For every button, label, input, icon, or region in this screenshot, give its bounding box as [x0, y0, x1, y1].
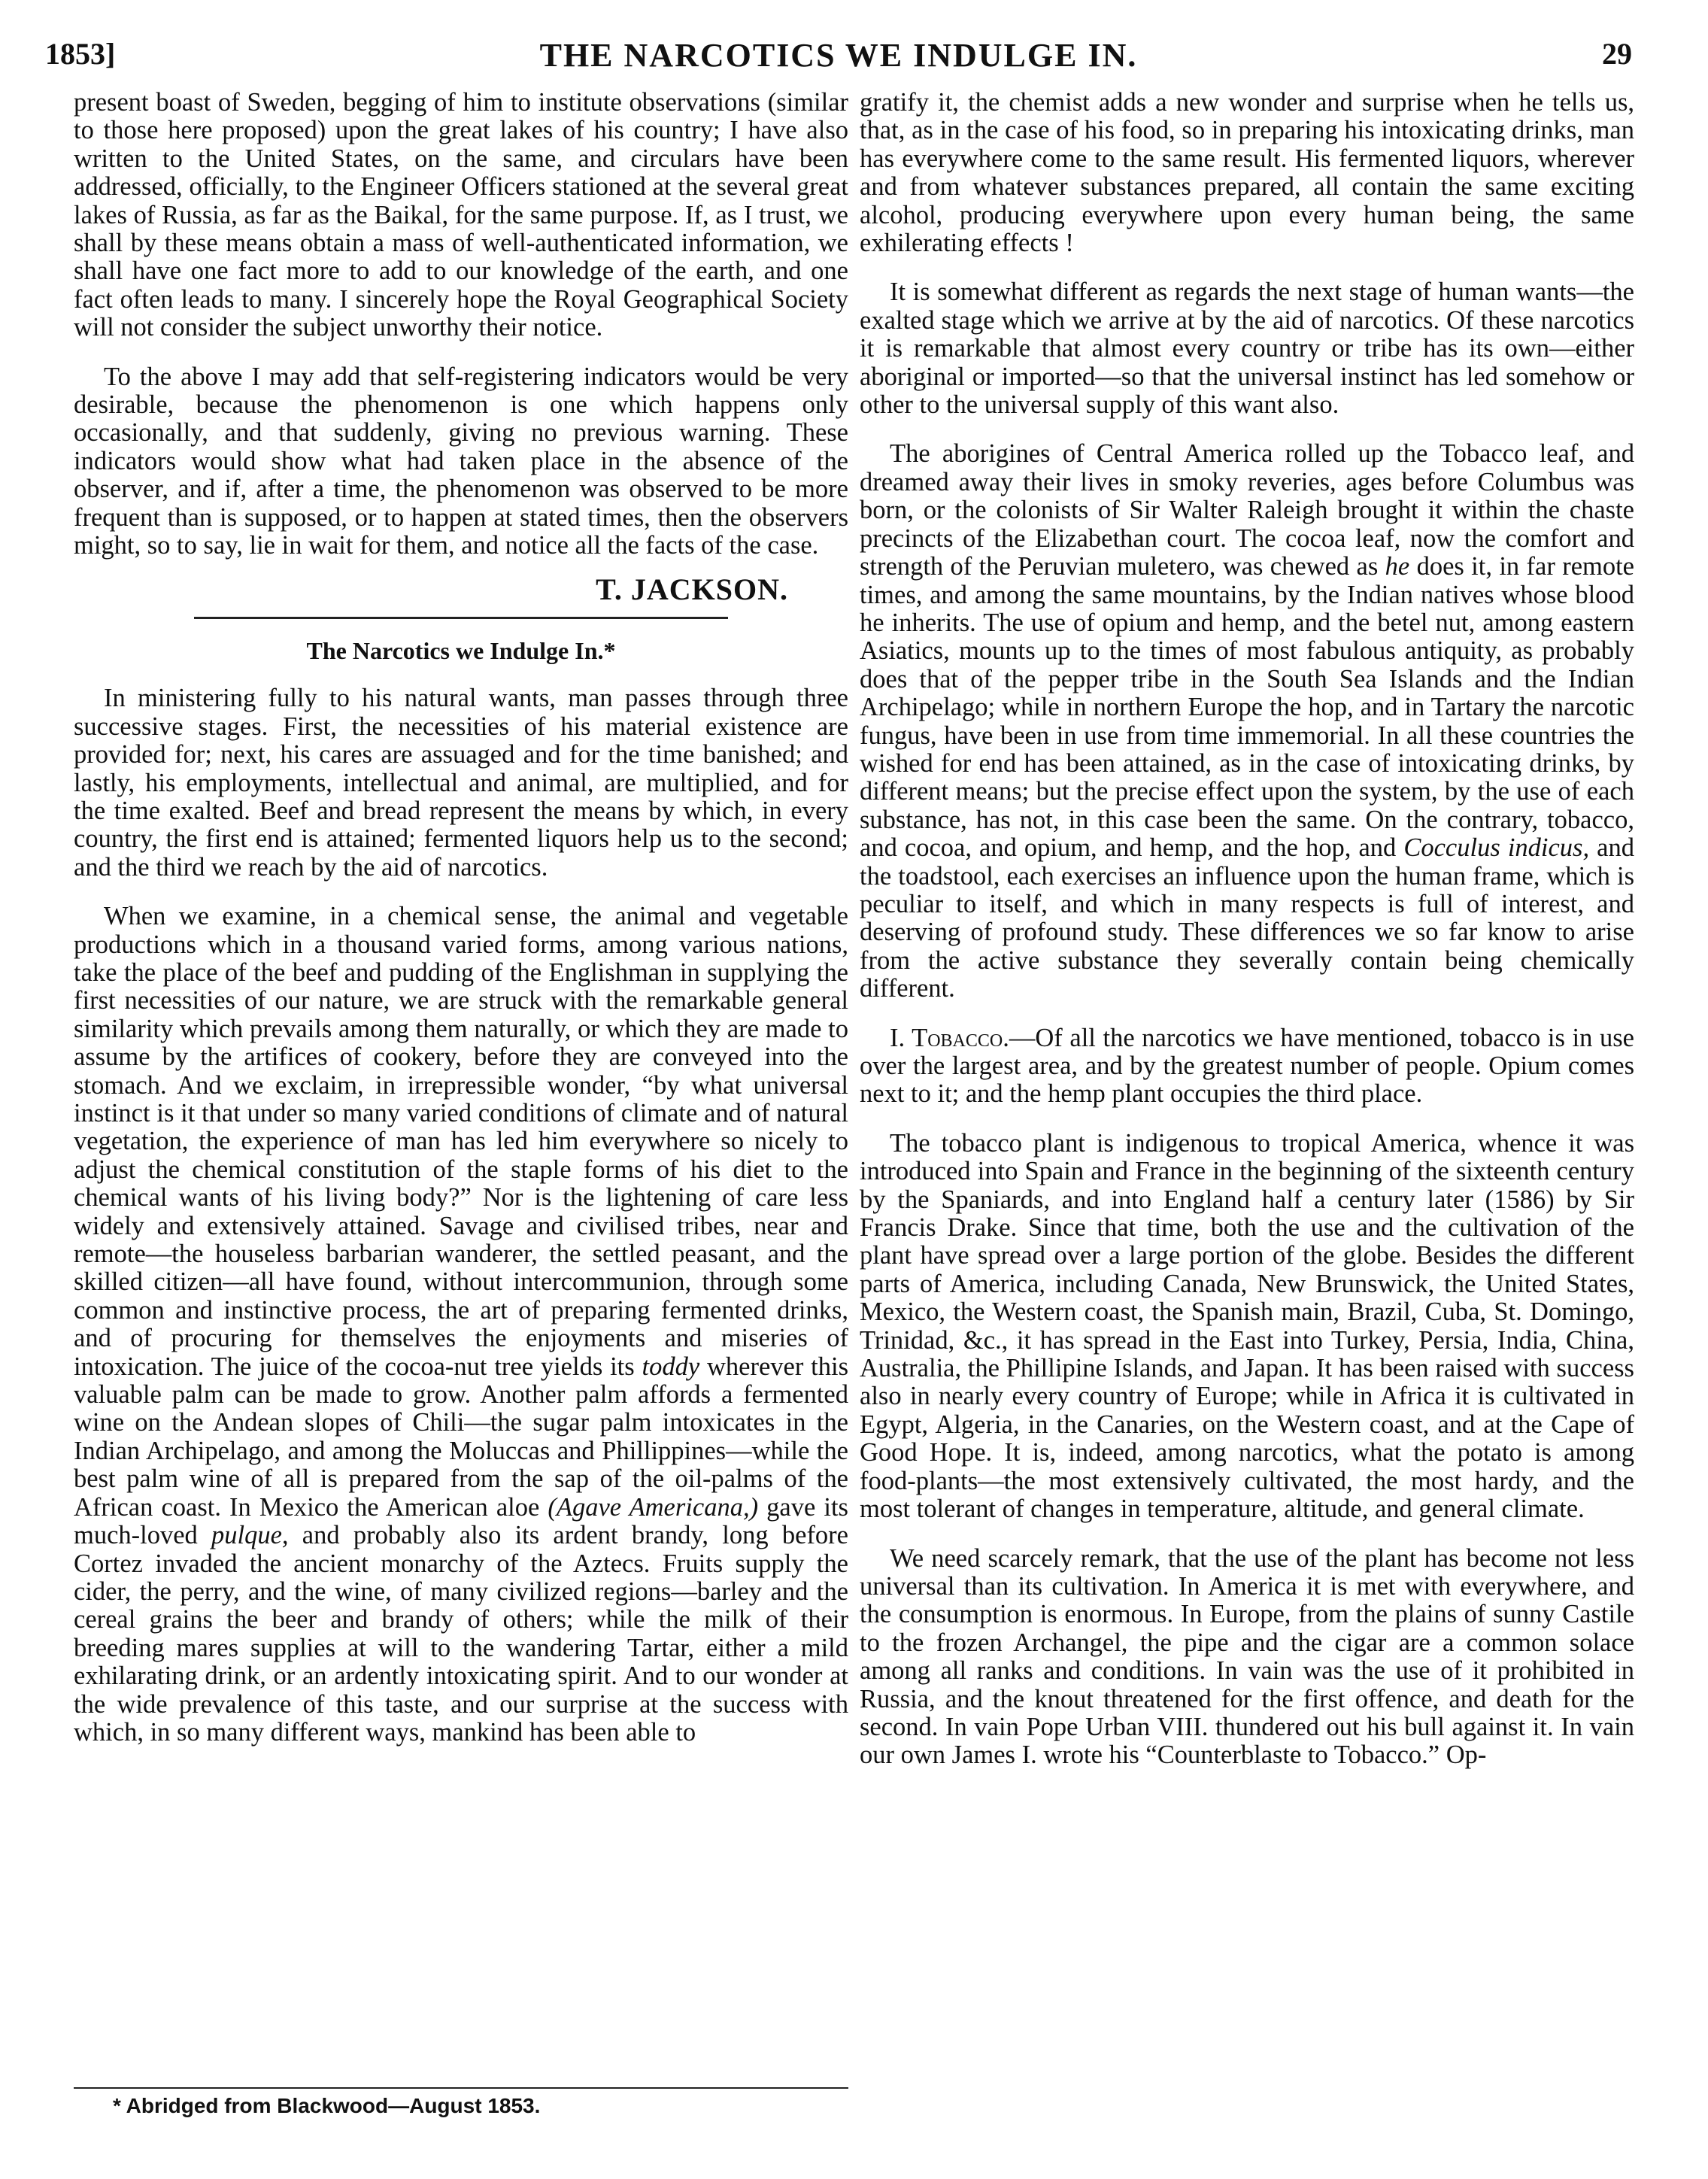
paragraph: gratify it, the chemist adds a new wonder and surprise when he tells us, that, as in the case of his food, so in preparing his intoxicating drinks, man has everywhere come to the same result. His fermented liquors, wherever and from whatever substances prepared, all contain the same exciting alcohol, producing everywhere upon every human being, the same exhilerating effects !	[860, 88, 1634, 258]
paragraph: present boast of Sweden, begging of him to institute observations (similar to those here proposed) upon the great lakes of his country; I have also written to the United States, on the same, and circulars have been addressed, officially, to the Engineer Officers stationed at the several great lakes of Russia, as far as the Baikal, for the same purpose. If, as I trust, we shall by these means obtain a mass of well-authenticated information, we shall have one fact more to add to our knowledge of the earth, and one fact often leads to many. I sincerely hope the Royal Geographical Society will not consider the subject unworthy their notice.	[74, 88, 848, 342]
paragraph	[860, 440, 1634, 1003]
text-run: and the toadstool, each exercises an influence upon the human frame, which is peculiar to itself, and which in many respects is full of interest, and deserving of profound study. These differences we so far know to arise from the active substance they severally contain being chemically different.	[860, 833, 1634, 1003]
section-label: I. Tobacco.	[890, 1023, 1009, 1052]
footnote-rule	[74, 2087, 848, 2089]
paragraph: To the above I may add that self-registering indicators would be very desirable, because the phenomenon is one which happens only occasionally, and that suddenly, giving no previous warning. These indicators would show what had taken place in the absence of the observer, and if, after a time, the phenomenon was observed to be more frequent than is supposed, or to happen at stated times, then the observers might, so to say, lie in wait for them, and notice all the facts of the case.	[74, 362, 848, 560]
text-run: does it, in far remote times, and among the same mountains, by the Indian natives whose blood he inherits. The use of opium and hemp, and the betel nut, among eastern Asiatics, mounts up to the times of most fabulous antiquity, as probably does that of the pepper tribe in the South Sea Islands and the Indian Archipelago; while in northern Europe the hop, and in Tartary the narcotic fungus, have been in use from time immemorial. In all these countries the wished for end has been attained, as in the case of intoxicating drinks, by different means; but the precise effect upon the system, by the use of each substance, has not, in this case been the same. On the contrary, tobacco, and cocoa, and opium, and hemp, and the hop, and	[860, 552, 1634, 863]
paragraph	[74, 903, 848, 1747]
text-run: gave its much-loved	[74, 1492, 848, 1550]
header-title: THE NARCOTICS WE INDULGE IN.	[539, 37, 1138, 74]
paragraph: The tobacco plant is indigenous to tropical America, whence it was introduced into Spain and France in the beginning of the sixteenth century by the Spaniards, and into England half a century later (1586) by Sir Francis Drake. Since that time, both the use and the cultivation of the plant have spread over a large portion of the globe. Besides the different parts of America, including Canada, New Brunswick, the United States, Mexico, the Western coast, the Spanish main, Brazil, Cuba, St. Domingo, Trinidad, &c., it has spread in the East into Turkey, Persia, India, China, Australia, the Phillipine Islands, and Japan. It has been raised with success also in nearly every country of Europe; while in Africa it is cultivated in Egypt, Algeria, in the Canaries, on the Western coast, and at the Cape of Good Hope. It is, indeed, among narcotics, what the potato is among food-plants—the most extensively cultivated, the most hardy, and the most tolerant of changes in temperature, altitude, and general climate.	[860, 1128, 1634, 1524]
text-run: wherever this valuable palm can be made to grow. Another palm affords a fermented wine on the Andean slopes of Chili—the sugar palm intoxicates in the Indian Archipelago, and among the Moluccas and Phillippines—while the best palm wine of all is prepared from the sap of the oil-palms of the African coast. In Mexico the American aloe	[74, 1352, 848, 1522]
italic-term: pulque,	[211, 1521, 289, 1550]
section-divider	[194, 617, 728, 619]
italic-term: he	[1385, 552, 1410, 581]
paragraph: We need scarcely remark, that the use of the plant has become not less universal than its cultivation. In America it is met with everywhere, and the consumption is enormous. In Europe, from the plains of sunny Castile to the frozen Archangel, the pipe and the cigar are a common solace among all ranks and conditions. In vain was the use of it prohibited in Russia, and the knout threatened for the first offence, and death for the second. In vain Pope Urban VIII. thundered out his bull against it. In vain our own James I. wrote his “Counterblaste to Tobacco.” Op-	[860, 1543, 1634, 1770]
running-header	[45, 36, 1632, 81]
italic-term: Cocculus indicus,	[1403, 833, 1590, 863]
italic-term: (Agave Americana,)	[548, 1492, 759, 1522]
right-column	[860, 89, 1634, 1791]
article-title: The Narcotics we Indulge In.*	[306, 636, 616, 664]
page-number: 29	[1602, 37, 1632, 71]
paragraph: In ministering fully to his natural wants, man passes through three successive stages. First, the necessities of his material existence are provided for; next, his cares are assuaged and for the time banished; and lastly, his employments, intellectual and animal, are multiplied, and for the time exalted. Beef and bread represent the means by which, in every country, the first end is attained; fermented liquors help us to the second; and the third we reach by the aid of narcotics.	[74, 684, 848, 882]
text-run: —Of all the narcotics we have mentioned, tobacco is in use over the largest area, and by the greatest number of people. Opium comes next to it; and the hemp plant occupies the third place.	[860, 1023, 1634, 1109]
header-year: 1853]	[45, 37, 116, 71]
text-run: The aborigines of Central America rolled up the Tobacco leaf, and dreamed away their lives in smoky reveries, ages before Columbus was born, or the colonists of Sir Walter Raleigh brought it within the chaste precincts of the Elizabethan court. The cocoa leaf, now the comfort and strength of the Peruvian muletero, was chewed as	[860, 439, 1634, 581]
author-signature: T. JACKSON.	[596, 572, 788, 606]
paragraph: It is somewhat different as regards the next stage of human wants—the exalted stage which we arrive at by the aid of narcotics. Of these narcotics it is remarkable that almost every country or tribe has its own—either aboriginal or imported—so that the universal instinct has led somehow or other to the universal supply of this want also.	[860, 278, 1634, 420]
left-column	[74, 89, 848, 1768]
text-run: and probably also its ardent brandy, long before Cortez invaded the ancient monarchy of the Aztecs. Fruits supply the cider, the perry, and the wine, of many civilized regions—barley and the cereal grains the beer and brandy of others; while the milk of their breeding mares supplies at will to the wandering Tartar, either a mild exhilarating drink, or an ardently intoxicating spirit. And to our wonder at the wide prevalence of this taste, and our surprise at the success with which, in so many different ways, mankind has been able to	[74, 1521, 848, 1747]
footnote: * Abridged from Blackwood—August 1853.	[113, 2094, 541, 2117]
italic-term: toddy	[642, 1352, 700, 1381]
paragraph	[860, 1024, 1634, 1109]
text-run: When we examine, in a chemical sense, the animal and vegetable productions which in a thousand varied forms, among various nations, take the place of the beef and pudding of the Englishman in supplying the first necessities of our nature, we are struck with the remarkable general similarity which prevails among them naturally, or which they are made to assume by the artifices of cookery, before they are conveyed into the stomach. And we exclaim, in irrepressible wonder, “by what universal instinct is it that under so many varied conditions of climate and of natural vegetation, the experience of man has led him everywhere so nicely to adjust the chemical constitution of the staple forms of his diet to the chemical wants of his living body?” Nor is the lightening of care less widely and extensively attained. Savage and civilised tribes, near and remote—the houseless barbarian wanderer, the settled peasant, and the skilled citizen—all have found, without intercommunion, through some common and instinctive process, the art of preparing fermented drinks, and of procuring for themselves the enjoyments and miseries of intoxication. The juice of the cocoa-nut tree yields its	[74, 902, 848, 1381]
